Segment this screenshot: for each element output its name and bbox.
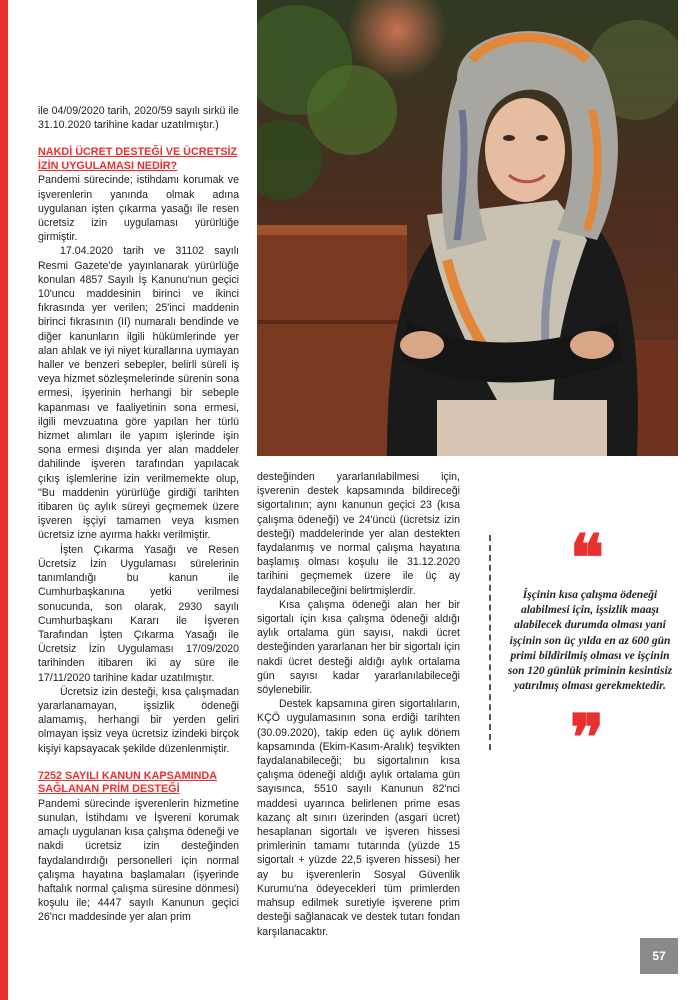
- red-margin-strip: [0, 0, 8, 1000]
- text-column-left: [38, 104, 239, 925]
- portrait-photo: [257, 0, 678, 456]
- page-number: 57: [640, 938, 678, 974]
- section-heading-prim-destegi: 7252 SAYILI KANUN KAPSAMINDA SAĞLANAN PRİM DESTEĞİ: [38, 769, 217, 796]
- body-paragraph: ile 04/09/2020 tarih, 2020/59 sayılı sirkü ile 31.10.2020 tarihine kadar uzatılmıştır.): [38, 105, 239, 132]
- text-column-middle: [257, 470, 460, 939]
- body-paragraph: desteğinden yararlanılabilmesi için, işverenin destek kapsamında bildireceği sigortalının; aynı kanunun geçici 23 (kısa çalışma ödeneği) ve 24'üncü (ücretsiz izin desteği) maddelerinde yer alan destekten faydalanmış ve normal çalışma hayatına başlamış olması koşulu ile 31.12.2020 tarihini geçmemek üzere ile üç ay faydalanabileceğini belirtmişlerdir.: [257, 471, 460, 597]
- body-paragraph: Pandemi sürecinde; istihdamı korumak ve işverenlerin yanında olmak adına uygulanan işten çıkarma yasağı ile resen ücretsiz izin uygulaması yürürlüğe girmiştir.: [38, 174, 239, 244]
- pull-quote-text: İşçinin kısa çalışma ödeneği alabilmesi için, işsizlik maaşı alabilecek durumda olması yani işçinin son üç yılda en az 600 gün primi bildirilmiş olması ve işçinin son 120 günlük priminin kesintisiz yatırılmış olması gerekmektedir.: [507, 589, 673, 693]
- body-paragraph: Pandemi sürecinde işverenlerin hizmetine sunulan, İstihdamı ve İşvereni korumak amaçlı uygulanan kısa çalışma ödeneği ve nakdi ücretsiz izin desteğinden faydalandırdığı personelleri için normal çalışma hayatına başlamaları (işyerinde haftalık normal çalışma süresine dönmesi) koşulu ile; 4447 sayılı Kanunun geçici 26'ncı maddesinde yer alan prim: [38, 797, 239, 924]
- body-paragraph: Ücretsiz izin desteği, kısa çalışmadan yararlanamayan, işsizlik ödeneği alamamış, herhangi bir yerden geliri olmayan işsiz veya ücretsiz izindeki birçok kişiyi kapsayacak şekilde düzenlenmiştir.: [38, 685, 239, 755]
- body-paragraph: 17.04.2020 tarih ve 31102 sayılı Resmi Gazete'de yayınlanarak yürürlüğe konulan 4857 Sayılı İş Kanunu'nun geçici 10'uncu maddesinin birinci ve ikinci fıkrasında yer verilen; 25'inci maddenin birinci fıkrasının (II) numaralı bendinde ve diğer kanunların ilgili hükümlerinde yer alan ahlak ve iyi niyet kurallarına uymayan haller ve benzeri sebepler, belirli süreli iş veya hizmet sözleşmelerinde sürenin sona ermesi, işyerinin herhangi bir sebeple kapanması ve faaliyetinin sona ermesi, ilgili mevzuatına göre yapılan her türlü hizmet alımları ile yapım işlerinde işin sona ermesi dışında yer alan maddeler dahilinde işveren tarafından yapılacak çıkış işlemlerine izin verilmemekte olup, "Bu maddenin yürürlüğe girdiği tarihten itibaren üç aylık süreyi geçmemek üzere işveren işçiyi tamamen veya kısmen ücretsiz izne ayırma hakkı verilmiştir.: [38, 245, 239, 542]
- body-paragraph: Destek kapsamına giren sigortalıların, KÇÖ uygulamasının sona erdiği tarihten (30.09.2020), takip eden üç aylık dönem kapsamında (Ekim-Kasım-Aralık) teşvikten faydalanabileceği; bu sigortalının kısa çalışma ödeneği aldığı aylık ortalama gün sayısınca, 5510 sayılı Kanunun 82'nci maddesi uyarınca belirlenen prime esas kazanç alt sınırı üzerinden (asgari ücret) hesaplanan sigortalı ve işveren hissesi primlerinin tamamı tutarında (yüzde 15 sigortalı + yüzde 22,5 işveren hissesi) her ay bu işverenlerin Sosyal Güvenlik Kurumu'na ödeyecekleri tüm primlerden mahsup edilmek suretiyle işverene prim desteği sağlanacak ve destek tutarı fondan karşılanacaktır.: [257, 698, 460, 938]
- pull-quote: [489, 523, 683, 774]
- open-quote-icon: ❝: [569, 523, 605, 594]
- body-paragraph: Kısa çalışma ödeneği alan her bir sigortalı için kısa çalışma ödeneği aldığı aylık ortalama gün sayısı, nakdi ücret desteğinden yararlanan her bir sigortalı için nakdi ücret desteği aldığı aylık ortalama gün sayısı kadar yararlanılabileceği söylenebilir.: [257, 598, 460, 697]
- section-heading-nakdi-ucret: NAKDİ ÜCRET DESTEĞİ VE ÜCRETSİZ İZİN UYGULAMASI NEDİR?: [38, 146, 238, 172]
- close-quote-icon: ❞: [569, 703, 605, 774]
- portrait-illustration: [257, 0, 678, 456]
- body-paragraph: İşten Çıkarma Yasağı ve Resen Ücretsiz İzin Uygulaması sürelerinin tanımlandığı bu kanun ile Cumhurbaşkanına yetki verilmesi sonucunda, son olarak, 2930 sayılı Cumhurbaşkanı Kararı ile İşveren Tarafından İşten Çıkarma Yasağı ile Ücretsiz İzin Uygulaması 17/09/2020 tarihinden itibaren iki ay süre ile 17/11/2020 tarihine kadar uzatılmıştır.: [38, 543, 239, 684]
